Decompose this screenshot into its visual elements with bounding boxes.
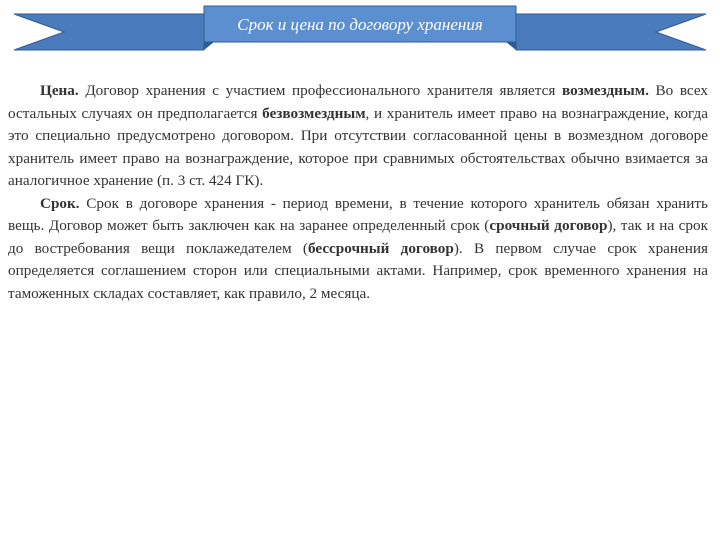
paragraph-term: [8, 193, 708, 306]
term-period: Срок.: [40, 194, 80, 212]
term-price: Цена.: [40, 82, 79, 99]
title-banner: [0, 0, 720, 62]
text-segment: , и хранитель имеет право на вознаграждение, когда это специально предусмотрено договором. При отсутствии согласованной цены в возмездном договоре хранитель имеет право на вознаграждение, которое при сравнимых обстоятельствах обычно взимается за аналогичное хранение (п. 3 ст. 424 ГК).: [8, 104, 708, 189]
text-segment: Срок в договоре хранения - период времени, в течение которого хранитель обязан хранить вещь. Договор может быть заключен как на заранее определенный срок (: [8, 194, 708, 234]
ribbon-left-tail: [14, 14, 204, 50]
term-indefinite-contract: бессрочный договор: [308, 239, 454, 257]
paragraph-price: [8, 80, 708, 193]
term-paid: возмездным.: [561, 82, 649, 99]
term-free: безвозмездным: [262, 104, 366, 122]
term-fixed-contract: срочный договор: [489, 217, 608, 234]
text-segment: ). В первом случае срок хранения определяется соглашением сторон или специальными актами. Например, срок временного хранения на таможенных складах составляет, как правило, 2 месяца.: [8, 239, 709, 302]
ribbon-left-fold: [204, 42, 214, 50]
ribbon-right-fold: [506, 42, 516, 50]
text-segment: ), так и на срок до востребования вещи поклажедателем (: [8, 217, 708, 257]
text-segment: Во всех остальных случаях он предполагается: [8, 82, 708, 122]
document-body: [8, 80, 708, 305]
ribbon-right-tail: [516, 14, 706, 50]
page-title: Срок и цена по договору хранения: [237, 15, 483, 34]
text-segment: Договор хранения с участием профессионального хранителя является: [78, 82, 562, 99]
